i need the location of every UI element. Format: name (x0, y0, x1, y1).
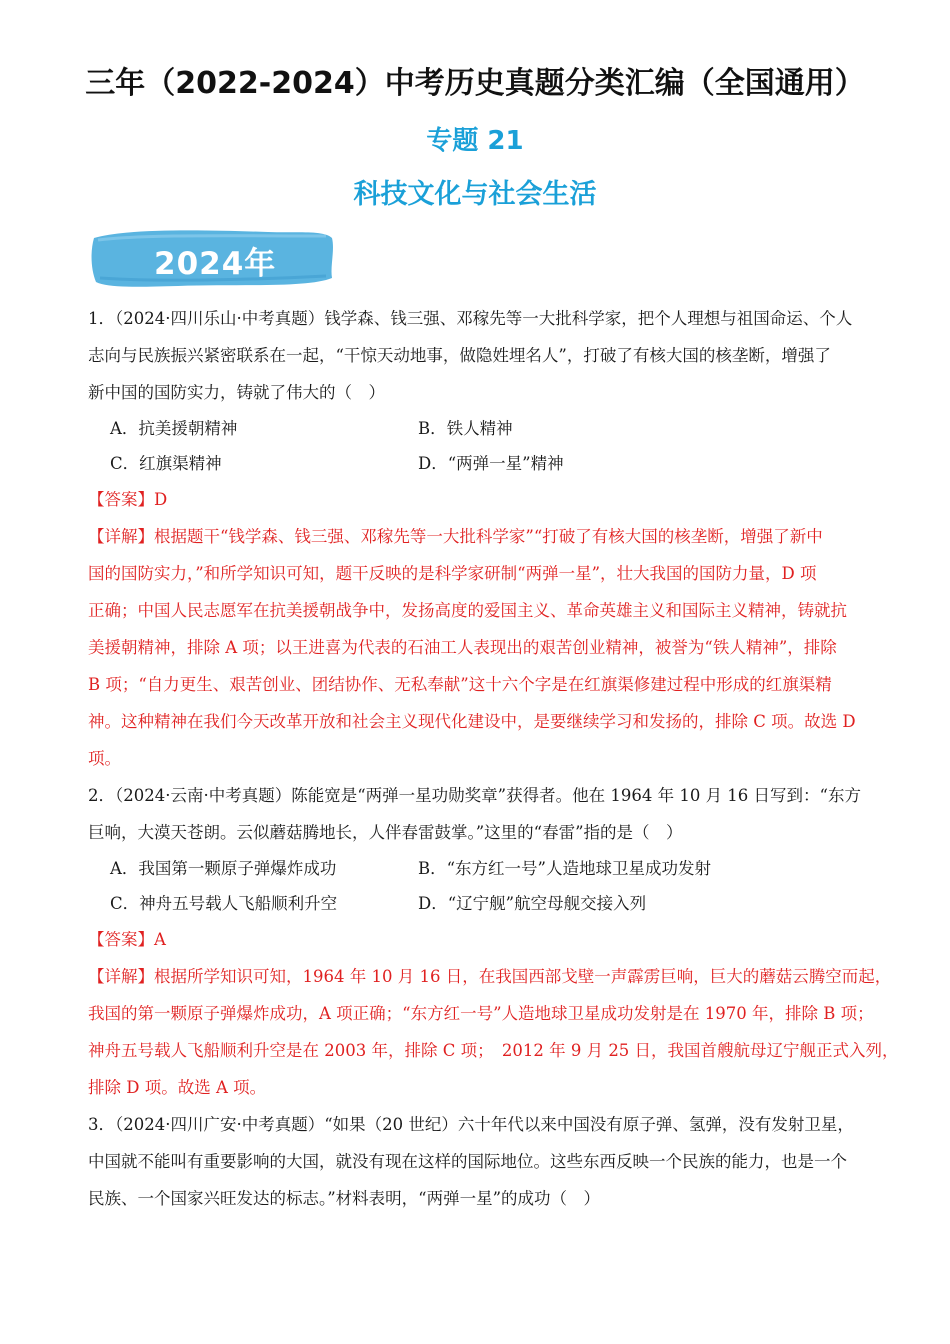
option-b: B．铁人精神 (418, 419, 513, 438)
question-stem-line: 民族、一个国家兴旺发达的标志。”材料表明，“两弹一星”的成功（ ） (88, 1189, 601, 1208)
option-c: C．神舟五号载人飞船顺利升空 (110, 894, 338, 913)
answer-line: 【答案】A (88, 930, 166, 949)
questions-container (88, 300, 899, 1217)
detail-line: 排除 D 项。故选 A 项。 (88, 1078, 267, 1097)
question-1 (88, 300, 868, 777)
question-stem-line: 中国就不能叫有重要影响的大国，就没有现在这样的国际地位。这些东西反映一个民族的能力，也是一个 (88, 1152, 847, 1171)
option-d: D．“两弹一星”精神 (418, 454, 564, 473)
detail-line: 我国的第一颗原子弹爆炸成功，A 项正确；“东方红一号”人造地球卫星成功发射是在 1970 年，排除 B 项； (88, 1004, 874, 1023)
question-stem-line: 巨响，大漠天苍朗。云似蘑菇腾地长，人伴春雷鼓掌。”这里的“春雷”指的是（ ） (88, 823, 683, 842)
options-row (88, 851, 868, 886)
options-row (88, 411, 868, 446)
answer-line: 【答案】D (88, 490, 168, 509)
detail-line: 美援朝精神，排除 A 项；以王进喜为代表的石油工人表现出的艰苦创业精神，被誉为“铁人精神”，排除 (88, 638, 837, 657)
option-a: A．抗美援朝精神 (110, 419, 238, 438)
option-c: C．红旗渠精神 (110, 454, 222, 473)
detail-line: 【详解】根据所学知识可知，1964 年 10 月 16 日，在我国西部戈壁一声霹雳巨响，巨大的蘑菇云腾空而起， (88, 967, 892, 986)
option-b: B．“东方红一号”人造地球卫星成功发射 (418, 859, 711, 878)
options-row (88, 886, 868, 921)
question-stem-line: 志向与民族振兴紧密联系在一起，“干惊天动地事，做隐姓埋名人”，打破了有核大国的核垄断，增强了 (88, 346, 831, 365)
year-badge (88, 226, 336, 290)
topic-number: 专题 21 (426, 126, 524, 156)
detail-line: 【详解】根据题干“钱学森、钱三强、邓稼先等一大批科学家”“打破了有核大国的核垄断，增强了新中 (88, 527, 823, 546)
question-stem-line: 3．（2024·四川广安·中考真题）“如果（20 世纪）六十年代以来中国没有原子弹、氢弹，没有发射卫星， (88, 1115, 854, 1134)
options-row (88, 446, 868, 481)
question-3 (88, 1106, 868, 1217)
document-title: 三年（2022-2024）中考历史真题分类汇编（全国通用） (85, 66, 865, 101)
topic-name: 科技文化与社会生活 (353, 179, 597, 210)
detail-line: 项。 (88, 749, 121, 768)
question-stem-line: 新中国的国防实力，铸就了伟大的（ ） (88, 383, 385, 402)
question-2 (88, 777, 899, 1106)
detail-line: B 项；“自力更生、艰苦创业、团结协作、无私奉献”这十六个字是在红旗渠修建过程中形成的红旗渠精 (88, 675, 832, 694)
option-a: A．我国第一颗原子弹爆炸成功 (110, 859, 337, 878)
detail-line: 神舟五号载人飞船顺利升空是在 2003 年，排除 C 项； 2012 年 9 月 25 日，我国首艘航母辽宁舰正式入列， (88, 1041, 899, 1060)
option-d: D．“辽宁舰”航空母舰交接入列 (418, 894, 647, 913)
question-stem-line: 2．（2024·云南·中考真题）陈能宽是“两弹一星功勋奖章”获得者。他在 1964 年 10 月 16 日写到：“东方 (88, 786, 861, 805)
detail-line: 国的国防实力，”和所学知识可知，题干反映的是科学家研制“两弹一星”，壮大我国的国防力量，D 项 (88, 564, 817, 583)
detail-line: 神。这种精神在我们今天改革开放和社会主义现代化建设中，是要继续学习和发扬的，排除 C 项。故选 D (88, 712, 856, 731)
question-stem-line: 1．（2024·四川乐山·中考真题）钱学森、钱三强、邓稼先等一大批科学家，把个人理想与祖国命运、个人 (88, 309, 853, 328)
detail-line: 正确；中国人民志愿军在抗美援朝战争中，发扬高度的爱国主义、革命英雄主义和国际主义精神，铸就抗 (88, 601, 847, 620)
year-label: 2024年 (154, 246, 277, 282)
